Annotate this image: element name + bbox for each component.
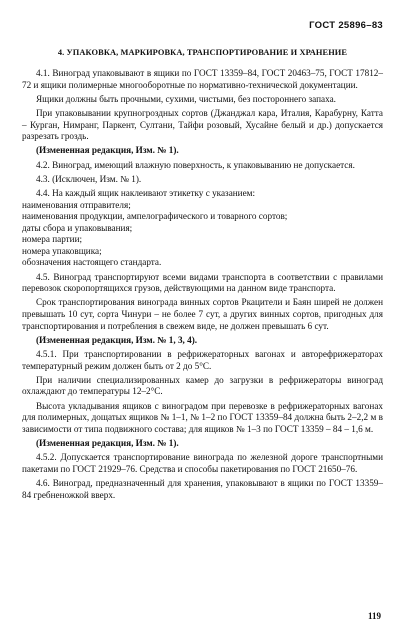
label-line: даты сбора и упаковывания; bbox=[22, 222, 133, 233]
label-line: наименования продукции, ампелографического и товарного сортов; bbox=[22, 211, 288, 222]
document-code: ГОСТ 25896–83 bbox=[309, 20, 383, 31]
paragraph-4-4: 4.4. На каждый ящик наклеивают этикетку с указанием: bbox=[36, 187, 256, 198]
label-line: номера партии; bbox=[22, 234, 83, 245]
paragraph-4-1: 4.1. Виноград упаковывают в ящики по ГОСТ 13359–84, ГОСТ 20463–75, ГОСТ 17812–72 и ящики полимерные многооборотные по нормативно-технической документации. bbox=[22, 68, 383, 90]
paragraph-4-5-2: 4.5.2. Допускается транспортирование винограда по железной дороге транспортными пакетами по ГОСТ 21929–76. Средства и способы пакетирования по ГОСТ 21650–76. bbox=[22, 452, 383, 474]
label-line: обозначения настоящего стандарта. bbox=[22, 257, 162, 268]
paragraph-boxes: Ящики должны быть прочными, сухими, чистыми, без постороннего запаха. bbox=[36, 93, 336, 104]
page-number: 119 bbox=[367, 611, 381, 621]
paragraph-stack-height: Высота укладывания ящиков с виноградом при перевозке в рефрижераторных вагонах для полимерных, дощатых ящиков № 1–1, № 1–2 по ГОСТ 13359–84 должна быть 2–2,2 м в зависимости от типа подвижного состава; для ящиков № 1–3 по ГОСТ 13359 – 84 – 1,6 м. bbox=[22, 400, 383, 434]
paragraph-4-2: 4.2. Виноград, имеющий влажную поверхность, к упаковыванию не допускается. bbox=[36, 159, 355, 170]
paragraph-4-5-1: 4.5.1. При транспортировании в рефрижераторных вагонах и авторефрижераторах температурный режим должен быть от 2 до 5°С. bbox=[22, 349, 383, 371]
amendment-note: (Измененная редакция, Изм. № 1). bbox=[36, 437, 179, 448]
paragraph-4-6: 4.6. Виноград, предназначенный для хранения, упаковывают в ящики по ГОСТ 13359–84 гребненожкой вверх. bbox=[22, 477, 383, 500]
paragraph-transport-term: Срок транспортирования винограда винных сортов Ркацители и Баян ширей не должен превышать 10 сут, сорта Чинури – не более 7 сут, а других винных сортов, пригодных для транспортирования и потребления в свежем виде, не должен превышать 6 сут. bbox=[22, 297, 383, 331]
paragraph-cooling: При наличии специализированных камер до загрузки в рефрижераторы виноград охлаждают до температуры 12–2°С. bbox=[22, 374, 383, 397]
label-line: номера упаковщика; bbox=[22, 245, 102, 256]
label-line: наименования отправителя; bbox=[22, 199, 131, 210]
paragraph-4-3: 4.3. (Исключен, Изм. № 1). bbox=[36, 173, 142, 184]
document-body bbox=[22, 68, 383, 504]
paragraph-large-clusters: При упаковывании крупногроздных сортов (Джанджал кара, Италия, Карабурну, Катта – Курган, Нимранг, Паркент, Султани, Тайфи розовый, Хусайне белый и др.) допускается разрезать гроздь. bbox=[22, 107, 383, 142]
paragraph-4-5: 4.5. Виноград транспортируют всеми видами транспорта в соответствии с правилами перевозок скоропортящихся грузов, действующими на данном виде транспорта. bbox=[22, 271, 383, 294]
section-title: 4. УПАКОВКА, МАРКИРОВКА, ТРАНСПОРТИРОВАНИЕ И ХРАНЕНИЕ bbox=[57, 48, 348, 57]
amendment-note: (Измененная редакция, Изм. № 1). bbox=[36, 145, 179, 156]
amendment-note: (Измененная редакция, Изм. № 1, 3, 4). bbox=[36, 334, 198, 345]
